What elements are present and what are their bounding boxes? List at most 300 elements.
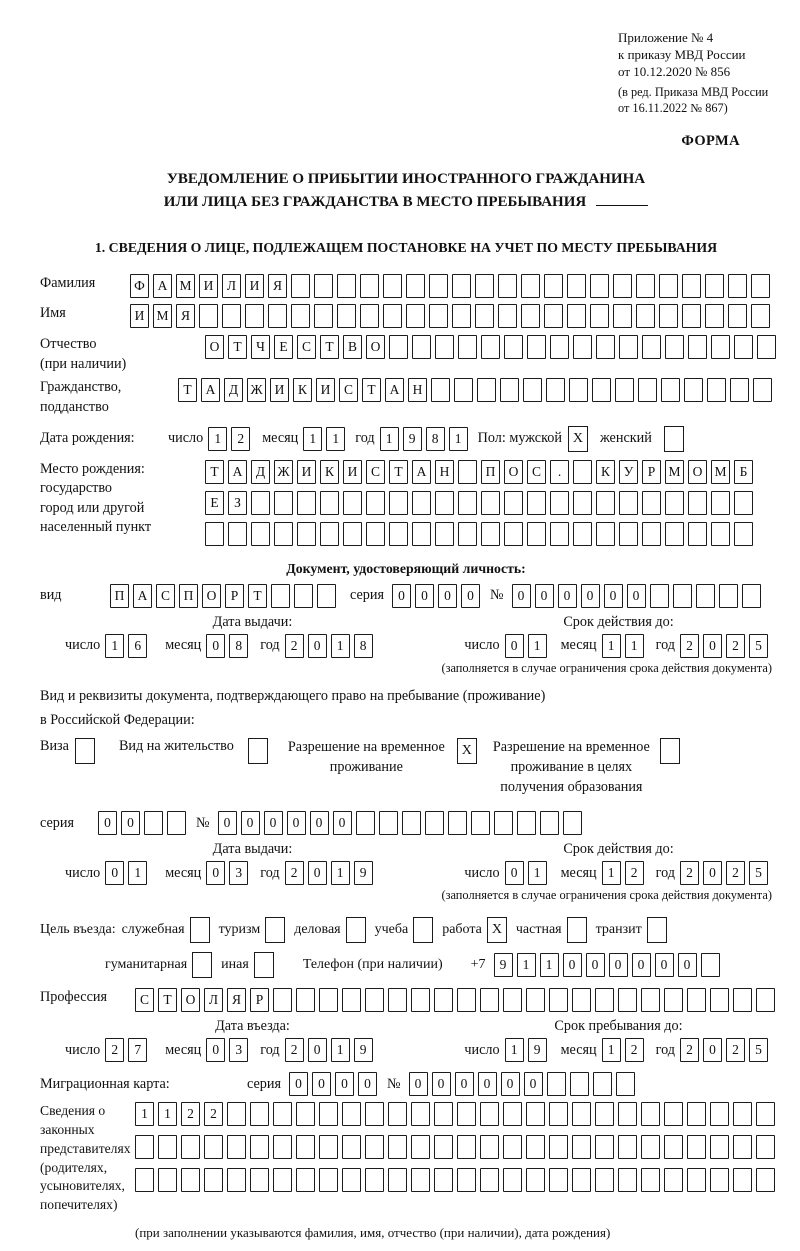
char-cell[interactable] <box>613 304 632 328</box>
char-cell[interactable] <box>500 378 519 402</box>
char-cell[interactable]: Т <box>389 460 408 484</box>
char-cell[interactable] <box>250 1168 269 1192</box>
char-cell[interactable] <box>590 304 609 328</box>
char-cell[interactable]: 0 <box>206 1038 225 1062</box>
char-cell[interactable] <box>596 522 615 546</box>
char-cell[interactable]: Т <box>362 378 381 402</box>
sex-female-checkbox[interactable] <box>664 426 684 452</box>
char-cell[interactable] <box>664 1135 683 1159</box>
char-cell[interactable] <box>494 811 513 835</box>
char-cell[interactable] <box>549 1102 568 1126</box>
char-cell[interactable] <box>642 335 661 359</box>
char-cell[interactable]: 1 <box>625 634 644 658</box>
char-cell[interactable]: Т <box>205 460 224 484</box>
char-cell[interactable] <box>503 1135 522 1159</box>
char-cell[interactable]: Я <box>268 274 287 298</box>
char-cell[interactable]: 0 <box>678 953 697 977</box>
char-cell[interactable] <box>756 1135 775 1159</box>
char-cell[interactable] <box>563 811 582 835</box>
char-cell[interactable]: 9 <box>354 1038 373 1062</box>
char-cell[interactable] <box>650 584 669 608</box>
char-cell[interactable] <box>590 274 609 298</box>
char-cell[interactable] <box>458 522 477 546</box>
char-cell[interactable] <box>383 274 402 298</box>
char-cell[interactable] <box>343 491 362 515</box>
char-cell[interactable]: 0 <box>206 634 225 658</box>
char-cell[interactable]: 1 <box>158 1102 177 1126</box>
char-cell[interactable] <box>457 1102 476 1126</box>
char-cell[interactable] <box>402 811 421 835</box>
char-cell[interactable]: Т <box>248 584 267 608</box>
char-cell[interactable] <box>314 304 333 328</box>
char-cell[interactable] <box>549 1135 568 1159</box>
char-cell[interactable]: А <box>153 274 172 298</box>
char-cell[interactable] <box>158 1168 177 1192</box>
char-cell[interactable]: 0 <box>524 1072 543 1096</box>
char-cell[interactable]: 1 <box>135 1102 154 1126</box>
char-cell[interactable] <box>365 1168 384 1192</box>
char-cell[interactable] <box>365 988 384 1012</box>
char-cell[interactable] <box>618 1168 637 1192</box>
char-cell[interactable] <box>144 811 163 835</box>
char-cell[interactable]: 0 <box>335 1072 354 1096</box>
char-cell[interactable]: 2 <box>625 1038 644 1062</box>
char-cell[interactable] <box>733 988 752 1012</box>
char-cell[interactable]: В <box>343 335 362 359</box>
char-cell[interactable] <box>688 491 707 515</box>
char-cell[interactable] <box>135 1168 154 1192</box>
char-cell[interactable]: 0 <box>501 1072 520 1096</box>
char-cell[interactable] <box>526 1168 545 1192</box>
char-cell[interactable] <box>527 522 546 546</box>
char-cell[interactable]: 1 <box>326 427 345 451</box>
char-cell[interactable]: 2 <box>285 861 304 885</box>
char-cell[interactable]: Я <box>227 988 246 1012</box>
char-cell[interactable] <box>730 378 749 402</box>
char-cell[interactable] <box>475 274 494 298</box>
char-cell[interactable] <box>411 1102 430 1126</box>
char-cell[interactable] <box>360 304 379 328</box>
char-cell[interactable] <box>567 304 586 328</box>
char-cell[interactable] <box>661 378 680 402</box>
char-cell[interactable] <box>616 1072 635 1096</box>
char-cell[interactable] <box>546 378 565 402</box>
char-cell[interactable] <box>503 1168 522 1192</box>
purpose-turizm-checkbox[interactable] <box>265 917 285 943</box>
char-cell[interactable] <box>481 522 500 546</box>
char-cell[interactable] <box>526 1102 545 1126</box>
char-cell[interactable] <box>504 335 523 359</box>
char-cell[interactable]: 0 <box>505 861 524 885</box>
char-cell[interactable] <box>388 1168 407 1192</box>
char-cell[interactable] <box>705 304 724 328</box>
char-cell[interactable] <box>383 304 402 328</box>
char-cell[interactable] <box>294 584 313 608</box>
char-cell[interactable] <box>503 988 522 1012</box>
char-cell[interactable] <box>480 1135 499 1159</box>
char-cell[interactable] <box>337 304 356 328</box>
char-cell[interactable] <box>480 1168 499 1192</box>
char-cell[interactable] <box>379 811 398 835</box>
char-cell[interactable] <box>274 522 293 546</box>
char-cell[interactable] <box>664 1102 683 1126</box>
char-cell[interactable]: М <box>153 304 172 328</box>
char-cell[interactable] <box>389 522 408 546</box>
char-cell[interactable]: 8 <box>426 427 445 451</box>
char-cell[interactable]: 0 <box>655 953 674 977</box>
char-cell[interactable]: И <box>130 304 149 328</box>
char-cell[interactable] <box>728 304 747 328</box>
char-cell[interactable] <box>751 304 770 328</box>
char-cell[interactable] <box>638 378 657 402</box>
char-cell[interactable] <box>733 1168 752 1192</box>
char-cell[interactable] <box>710 1135 729 1159</box>
char-cell[interactable]: 0 <box>558 584 577 608</box>
char-cell[interactable] <box>388 988 407 1012</box>
char-cell[interactable]: 2 <box>680 1038 699 1062</box>
char-cell[interactable]: 0 <box>358 1072 377 1096</box>
char-cell[interactable] <box>457 1135 476 1159</box>
char-cell[interactable]: Ж <box>247 378 266 402</box>
char-cell[interactable] <box>319 1168 338 1192</box>
char-cell[interactable] <box>733 1135 752 1159</box>
char-cell[interactable]: А <box>201 378 220 402</box>
char-cell[interactable]: 0 <box>438 584 457 608</box>
char-cell[interactable] <box>572 988 591 1012</box>
char-cell[interactable]: Н <box>435 460 454 484</box>
char-cell[interactable] <box>181 1135 200 1159</box>
char-cell[interactable] <box>544 274 563 298</box>
char-cell[interactable]: 0 <box>604 584 623 608</box>
char-cell[interactable] <box>158 1135 177 1159</box>
char-cell[interactable] <box>521 274 540 298</box>
char-cell[interactable]: 9 <box>354 861 373 885</box>
char-cell[interactable] <box>434 988 453 1012</box>
char-cell[interactable]: 2 <box>680 634 699 658</box>
char-cell[interactable] <box>425 811 444 835</box>
char-cell[interactable]: З <box>228 491 247 515</box>
char-cell[interactable] <box>406 274 425 298</box>
char-cell[interactable] <box>728 274 747 298</box>
char-cell[interactable]: 0 <box>333 811 352 835</box>
char-cell[interactable] <box>504 491 523 515</box>
char-cell[interactable]: О <box>688 460 707 484</box>
char-cell[interactable]: 1 <box>105 634 124 658</box>
char-cell[interactable]: 8 <box>354 634 373 658</box>
char-cell[interactable]: Т <box>178 378 197 402</box>
char-cell[interactable]: 0 <box>432 1072 451 1096</box>
char-cell[interactable]: Д <box>251 460 270 484</box>
char-cell[interactable] <box>458 335 477 359</box>
char-cell[interactable] <box>593 1072 612 1096</box>
char-cell[interactable] <box>296 988 315 1012</box>
char-cell[interactable]: Р <box>642 460 661 484</box>
char-cell[interactable] <box>734 335 753 359</box>
char-cell[interactable] <box>688 522 707 546</box>
char-cell[interactable] <box>707 378 726 402</box>
char-cell[interactable]: Е <box>274 335 293 359</box>
char-cell[interactable] <box>343 522 362 546</box>
char-cell[interactable] <box>504 522 523 546</box>
char-cell[interactable] <box>366 491 385 515</box>
char-cell[interactable] <box>251 491 270 515</box>
char-cell[interactable]: 1 <box>128 861 147 885</box>
char-cell[interactable]: 0 <box>563 953 582 977</box>
char-cell[interactable] <box>342 1135 361 1159</box>
char-cell[interactable] <box>572 1168 591 1192</box>
char-cell[interactable]: Е <box>205 491 224 515</box>
char-cell[interactable]: К <box>596 460 615 484</box>
char-cell[interactable] <box>319 988 338 1012</box>
char-cell[interactable]: 1 <box>449 427 468 451</box>
char-cell[interactable] <box>317 584 336 608</box>
char-cell[interactable] <box>291 274 310 298</box>
char-cell[interactable] <box>429 274 448 298</box>
char-cell[interactable]: Л <box>222 274 241 298</box>
char-cell[interactable]: Н <box>408 378 427 402</box>
char-cell[interactable] <box>592 378 611 402</box>
char-cell[interactable] <box>756 1168 775 1192</box>
char-cell[interactable]: 2 <box>726 861 745 885</box>
char-cell[interactable] <box>572 1102 591 1126</box>
char-cell[interactable] <box>204 1135 223 1159</box>
char-cell[interactable]: 6 <box>128 634 147 658</box>
char-cell[interactable] <box>572 1135 591 1159</box>
char-cell[interactable]: 2 <box>231 427 250 451</box>
char-cell[interactable]: Я <box>176 304 195 328</box>
char-cell[interactable] <box>711 335 730 359</box>
char-cell[interactable]: 0 <box>703 634 722 658</box>
char-cell[interactable] <box>245 304 264 328</box>
char-cell[interactable]: 0 <box>312 1072 331 1096</box>
char-cell[interactable] <box>636 274 655 298</box>
char-cell[interactable] <box>719 584 738 608</box>
char-cell[interactable] <box>250 1135 269 1159</box>
char-cell[interactable] <box>135 1135 154 1159</box>
char-cell[interactable]: 1 <box>331 1038 350 1062</box>
char-cell[interactable]: О <box>205 335 224 359</box>
temp-permit-checkbox[interactable]: X <box>457 738 477 764</box>
char-cell[interactable]: 0 <box>415 584 434 608</box>
char-cell[interactable] <box>227 1168 246 1192</box>
char-cell[interactable] <box>227 1135 246 1159</box>
char-cell[interactable]: 0 <box>535 584 554 608</box>
char-cell[interactable] <box>167 811 186 835</box>
char-cell[interactable]: С <box>135 988 154 1012</box>
char-cell[interactable] <box>481 335 500 359</box>
char-cell[interactable]: 0 <box>308 1038 327 1062</box>
char-cell[interactable]: 8 <box>229 634 248 658</box>
char-cell[interactable] <box>411 1135 430 1159</box>
char-cell[interactable] <box>687 1168 706 1192</box>
char-cell[interactable]: 2 <box>726 1038 745 1062</box>
char-cell[interactable] <box>596 491 615 515</box>
char-cell[interactable]: С <box>339 378 358 402</box>
char-cell[interactable] <box>756 988 775 1012</box>
char-cell[interactable] <box>199 304 218 328</box>
char-cell[interactable] <box>388 1135 407 1159</box>
char-cell[interactable] <box>733 1102 752 1126</box>
sex-male-checkbox[interactable]: X <box>568 426 588 452</box>
char-cell[interactable]: К <box>293 378 312 402</box>
char-cell[interactable]: П <box>110 584 129 608</box>
char-cell[interactable] <box>734 491 753 515</box>
char-cell[interactable] <box>523 378 542 402</box>
char-cell[interactable]: 0 <box>703 1038 722 1062</box>
char-cell[interactable]: 1 <box>602 861 621 885</box>
char-cell[interactable] <box>222 304 241 328</box>
char-cell[interactable]: Т <box>228 335 247 359</box>
char-cell[interactable] <box>540 811 559 835</box>
char-cell[interactable]: 0 <box>310 811 329 835</box>
char-cell[interactable]: Л <box>204 988 223 1012</box>
char-cell[interactable] <box>181 1168 200 1192</box>
char-cell[interactable]: 0 <box>409 1072 428 1096</box>
char-cell[interactable] <box>434 1135 453 1159</box>
char-cell[interactable]: А <box>385 378 404 402</box>
char-cell[interactable]: 0 <box>609 953 628 977</box>
char-cell[interactable] <box>527 491 546 515</box>
char-cell[interactable] <box>475 304 494 328</box>
char-cell[interactable]: 1 <box>331 861 350 885</box>
char-cell[interactable]: Т <box>158 988 177 1012</box>
residence-permit-checkbox[interactable] <box>248 738 268 764</box>
char-cell[interactable] <box>274 491 293 515</box>
char-cell[interactable] <box>636 304 655 328</box>
char-cell[interactable] <box>673 584 692 608</box>
char-cell[interactable]: 0 <box>703 861 722 885</box>
char-cell[interactable] <box>457 988 476 1012</box>
char-cell[interactable]: М <box>711 460 730 484</box>
char-cell[interactable] <box>452 274 471 298</box>
char-cell[interactable]: А <box>133 584 152 608</box>
char-cell[interactable] <box>342 988 361 1012</box>
char-cell[interactable]: О <box>504 460 523 484</box>
char-cell[interactable] <box>498 304 517 328</box>
char-cell[interactable] <box>435 491 454 515</box>
char-cell[interactable]: С <box>366 460 385 484</box>
char-cell[interactable]: 0 <box>586 953 605 977</box>
char-cell[interactable]: 0 <box>218 811 237 835</box>
char-cell[interactable] <box>521 304 540 328</box>
char-cell[interactable] <box>753 378 772 402</box>
char-cell[interactable] <box>665 491 684 515</box>
char-cell[interactable]: М <box>176 274 195 298</box>
char-cell[interactable] <box>547 1072 566 1096</box>
char-cell[interactable] <box>618 1135 637 1159</box>
char-cell[interactable] <box>641 1102 660 1126</box>
char-cell[interactable]: 5 <box>749 861 768 885</box>
char-cell[interactable] <box>641 1135 660 1159</box>
char-cell[interactable]: 3 <box>229 1038 248 1062</box>
char-cell[interactable] <box>250 1102 269 1126</box>
char-cell[interactable] <box>701 953 720 977</box>
char-cell[interactable] <box>742 584 761 608</box>
char-cell[interactable] <box>550 522 569 546</box>
char-cell[interactable]: П <box>179 584 198 608</box>
char-cell[interactable]: 2 <box>285 634 304 658</box>
char-cell[interactable] <box>503 1102 522 1126</box>
char-cell[interactable] <box>319 1135 338 1159</box>
char-cell[interactable] <box>711 491 730 515</box>
char-cell[interactable] <box>734 522 753 546</box>
char-cell[interactable] <box>227 1102 246 1126</box>
char-cell[interactable] <box>705 274 724 298</box>
char-cell[interactable]: 0 <box>581 584 600 608</box>
char-cell[interactable]: Ч <box>251 335 270 359</box>
char-cell[interactable]: 1 <box>602 634 621 658</box>
char-cell[interactable] <box>573 522 592 546</box>
char-cell[interactable] <box>573 460 592 484</box>
char-cell[interactable] <box>526 1135 545 1159</box>
char-cell[interactable]: 1 <box>528 634 547 658</box>
char-cell[interactable]: 0 <box>264 811 283 835</box>
edu-permit-checkbox[interactable] <box>660 738 680 764</box>
char-cell[interactable] <box>296 1135 315 1159</box>
char-cell[interactable] <box>619 491 638 515</box>
char-cell[interactable] <box>412 522 431 546</box>
char-cell[interactable] <box>388 1102 407 1126</box>
char-cell[interactable] <box>498 274 517 298</box>
char-cell[interactable] <box>615 378 634 402</box>
char-cell[interactable]: И <box>245 274 264 298</box>
char-cell[interactable]: О <box>181 988 200 1012</box>
char-cell[interactable]: С <box>527 460 546 484</box>
purpose-chastnaya-checkbox[interactable] <box>567 917 587 943</box>
purpose-ucheba-checkbox[interactable] <box>413 917 433 943</box>
char-cell[interactable]: 5 <box>749 1038 768 1062</box>
char-cell[interactable] <box>642 491 661 515</box>
char-cell[interactable] <box>596 335 615 359</box>
char-cell[interactable]: 1 <box>540 953 559 977</box>
char-cell[interactable]: С <box>297 335 316 359</box>
char-cell[interactable]: 1 <box>331 634 350 658</box>
char-cell[interactable]: 1 <box>505 1038 524 1062</box>
char-cell[interactable]: 1 <box>303 427 322 451</box>
char-cell[interactable] <box>549 988 568 1012</box>
char-cell[interactable]: 0 <box>478 1072 497 1096</box>
char-cell[interactable]: 2 <box>181 1102 200 1126</box>
char-cell[interactable] <box>569 378 588 402</box>
char-cell[interactable] <box>342 1168 361 1192</box>
char-cell[interactable] <box>682 274 701 298</box>
char-cell[interactable]: О <box>366 335 385 359</box>
char-cell[interactable] <box>659 274 678 298</box>
char-cell[interactable] <box>389 335 408 359</box>
purpose-delovaya-checkbox[interactable] <box>346 917 366 943</box>
char-cell[interactable] <box>273 1135 292 1159</box>
char-cell[interactable] <box>365 1135 384 1159</box>
char-cell[interactable] <box>411 988 430 1012</box>
char-cell[interactable]: С <box>156 584 175 608</box>
char-cell[interactable] <box>319 1102 338 1126</box>
char-cell[interactable] <box>642 522 661 546</box>
char-cell[interactable]: 2 <box>726 634 745 658</box>
char-cell[interactable]: 1 <box>602 1038 621 1062</box>
char-cell[interactable]: И <box>343 460 362 484</box>
char-cell[interactable]: А <box>412 460 431 484</box>
char-cell[interactable] <box>687 1135 706 1159</box>
char-cell[interactable]: 0 <box>105 861 124 885</box>
char-cell[interactable]: 9 <box>403 427 422 451</box>
char-cell[interactable] <box>595 1135 614 1159</box>
char-cell[interactable] <box>595 988 614 1012</box>
char-cell[interactable] <box>550 491 569 515</box>
char-cell[interactable]: . <box>550 460 569 484</box>
char-cell[interactable]: 2 <box>680 861 699 885</box>
char-cell[interactable] <box>273 1168 292 1192</box>
char-cell[interactable]: 0 <box>308 634 327 658</box>
